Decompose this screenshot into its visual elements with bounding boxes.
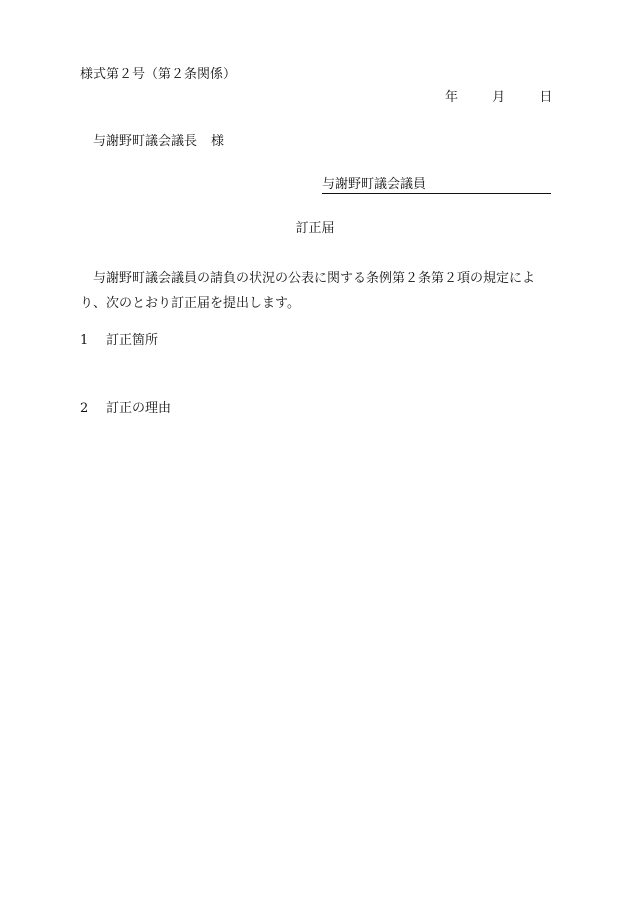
sender-line <box>322 178 551 194</box>
date-month-label: 月 <box>492 90 506 105</box>
section-label: 訂正箇所 <box>106 333 159 348</box>
date-year-label: 年 <box>445 90 459 105</box>
section-correction-location <box>80 334 158 347</box>
addressee <box>93 135 224 148</box>
addressee-honorific: 様 <box>211 134 225 149</box>
sender-label: 与謝野町議会議員 <box>322 177 427 192</box>
section-correction-reason <box>80 402 171 415</box>
body-paragraph: 与謝野町議会議員の請負の状況の公表に関する条例第２条第２項の規定により、次のとおり訂正届を提出します。 <box>80 271 536 311</box>
section-number: 1 <box>80 333 89 348</box>
addressee-name: 与謝野町議会議長 <box>93 134 198 149</box>
date-line <box>445 91 552 104</box>
date-day-label: 日 <box>539 90 553 105</box>
section-number: 2 <box>80 401 89 416</box>
section-label: 訂正の理由 <box>106 401 172 416</box>
document-title: 訂正届 <box>295 221 335 236</box>
form-number: 様式第２号（第２条関係） <box>80 67 237 82</box>
